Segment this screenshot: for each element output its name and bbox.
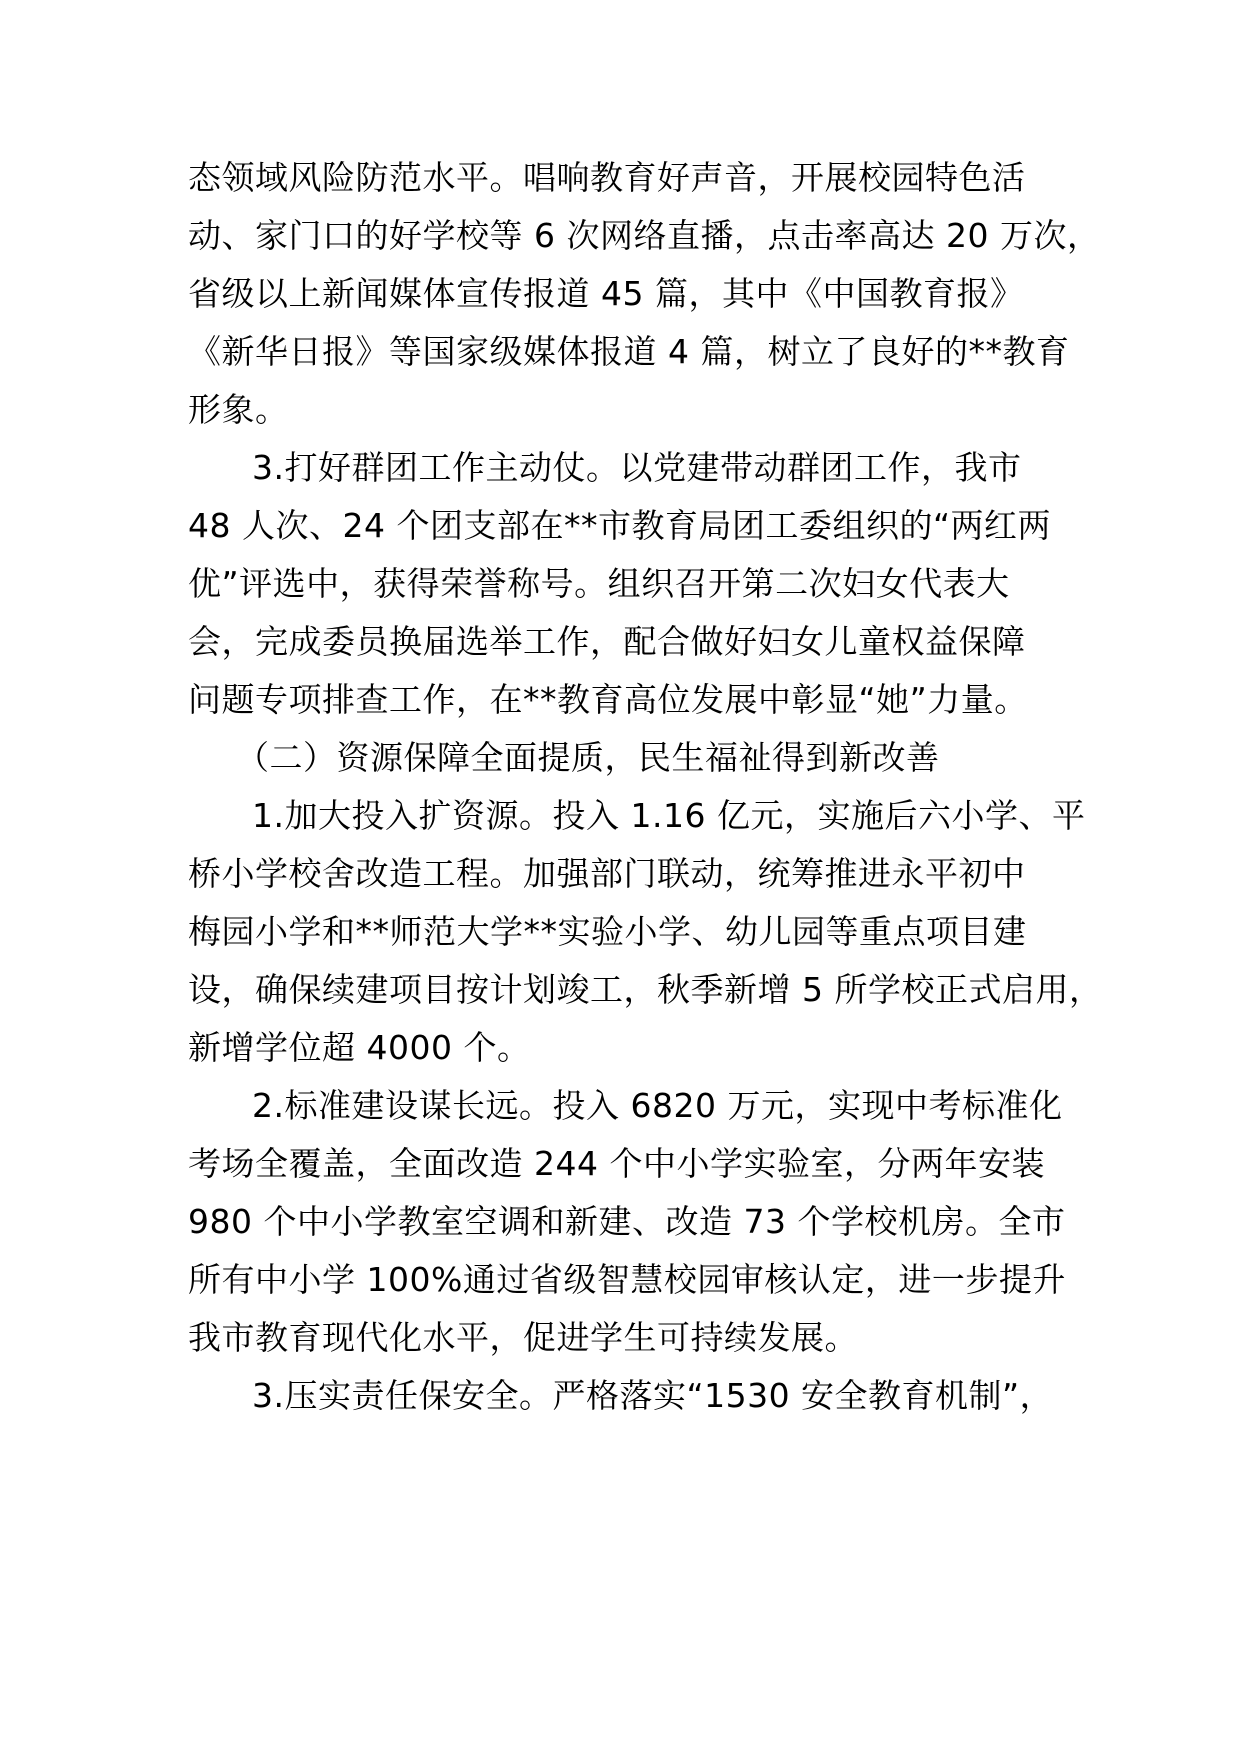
paragraph-first-line: 3.打好群团工作主动仗。以党建带动群团工作，我市 bbox=[252, 448, 1022, 487]
text-line: 我市教育现代化水平，促进学生可持续发展。 bbox=[188, 1318, 858, 1357]
text-line: 问题专项排查工作，在**教育高位发展中彰显“她”力量。 bbox=[188, 680, 1028, 719]
text-line: 新增学位超 4000 个。 bbox=[188, 1028, 531, 1067]
paragraph-first-line: 2.标准建设谋长远。投入 6820 万元，实现中考标准化 bbox=[252, 1086, 1063, 1125]
text-line: 会，完成委员换届选举工作，配合做好妇女儿童权益保障 bbox=[188, 622, 1026, 661]
text-line: 态领域风险防范水平。唱响教育好声音，开展校园特色活 bbox=[188, 158, 1026, 197]
paragraph-first-line: 1.加大投入扩资源。投入 1.16 亿元，实施后六小学、平 bbox=[252, 796, 1086, 835]
text-line: 优”评选中，获得荣誉称号。组织召开第二次妇女代表大 bbox=[188, 564, 1010, 603]
text-line: 桥小学校舍改造工程。加强部门联动，统筹推进永平初中 bbox=[188, 854, 1026, 893]
text-line: 设，确保续建项目按计划竣工，秋季新增 5 所学校正式启用， bbox=[188, 970, 1103, 1009]
text-line: 省级以上新闻媒体宣传报道 45 篇，其中《中国教育报》 bbox=[188, 274, 1024, 313]
text-line: 《新华日报》等国家级媒体报道 4 篇，树立了良好的**教育 bbox=[188, 332, 1070, 371]
section-heading: （二）资源保障全面提质，民生福祉得到新改善 bbox=[236, 738, 940, 777]
text-line: 形象。 bbox=[188, 390, 289, 429]
text-line: 所有中小学 100%通过省级智慧校园审核认定，进一步提升 bbox=[188, 1260, 1066, 1299]
text-line: 考场全覆盖，全面改造 244 个中小学实验室，分两年安装 bbox=[188, 1144, 1045, 1183]
text-line: 48 人次、24 个团支部在**市教育局团工委组织的“两红两 bbox=[188, 506, 1052, 545]
paragraph-first-line: 3.压实责任保安全。严格落实“1530 安全教育机制”， bbox=[252, 1376, 1054, 1415]
text-line: 动、家门口的好学校等 6 次网络直播，点击率高达 20 万次， bbox=[188, 216, 1101, 255]
text-line: 980 个中小学教室空调和新建、改造 73 个学校机房。全市 bbox=[188, 1202, 1066, 1241]
text-line: 梅园小学和**师范大学**实验小学、幼儿园等重点项目建 bbox=[188, 912, 1027, 951]
